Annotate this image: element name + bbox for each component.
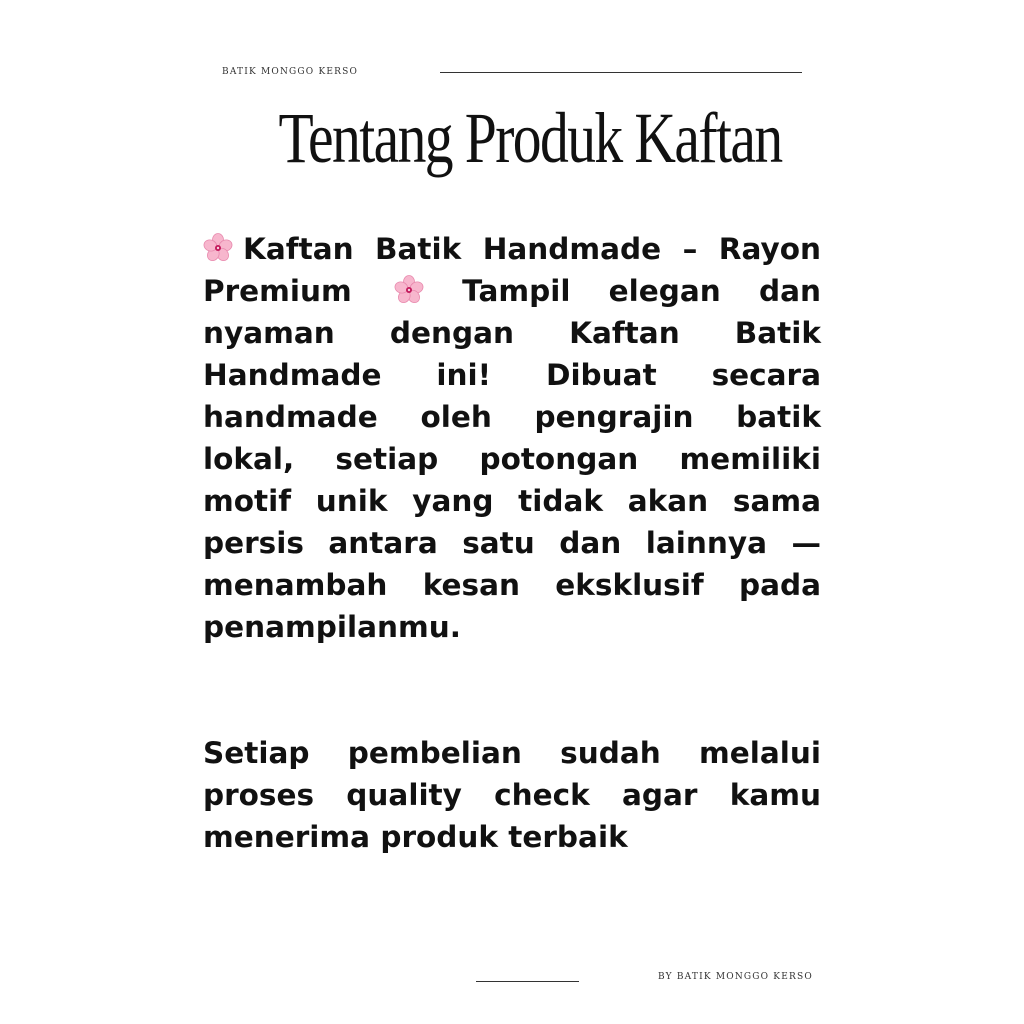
header-brand: BATIK MONGGO KERSO — [222, 67, 359, 77]
footer-credit: BY BATIK MONGGO KERSO — [658, 972, 813, 982]
description-text: Tampil elegan dan nyaman dengan Kaftan Batik Handmade ini! Dibuat secara handmade oleh pengrajin batik lokal, setiap potongan memiliki motif unik yang tidak akan sama persis antara satu dan lainnya — menambah kesan eksklusif pada penampilanmu. — [203, 274, 821, 644]
page-title: Tentang Produk Kaftan — [278, 98, 782, 178]
quality-paragraph: Setiap pembelian sudah melalui proses quality check agar kamu menerima produk terbaik — [203, 736, 821, 854]
header-divider — [440, 72, 802, 73]
footer-divider — [476, 981, 579, 982]
intro-paragraph — [203, 228, 821, 648]
product-heading: Kaftan Batik Handmade – Rayon Premium — [203, 232, 821, 308]
cherry-blossom-icon — [203, 233, 233, 263]
cherry-blossom-icon — [394, 275, 424, 305]
product-description — [203, 228, 821, 858]
